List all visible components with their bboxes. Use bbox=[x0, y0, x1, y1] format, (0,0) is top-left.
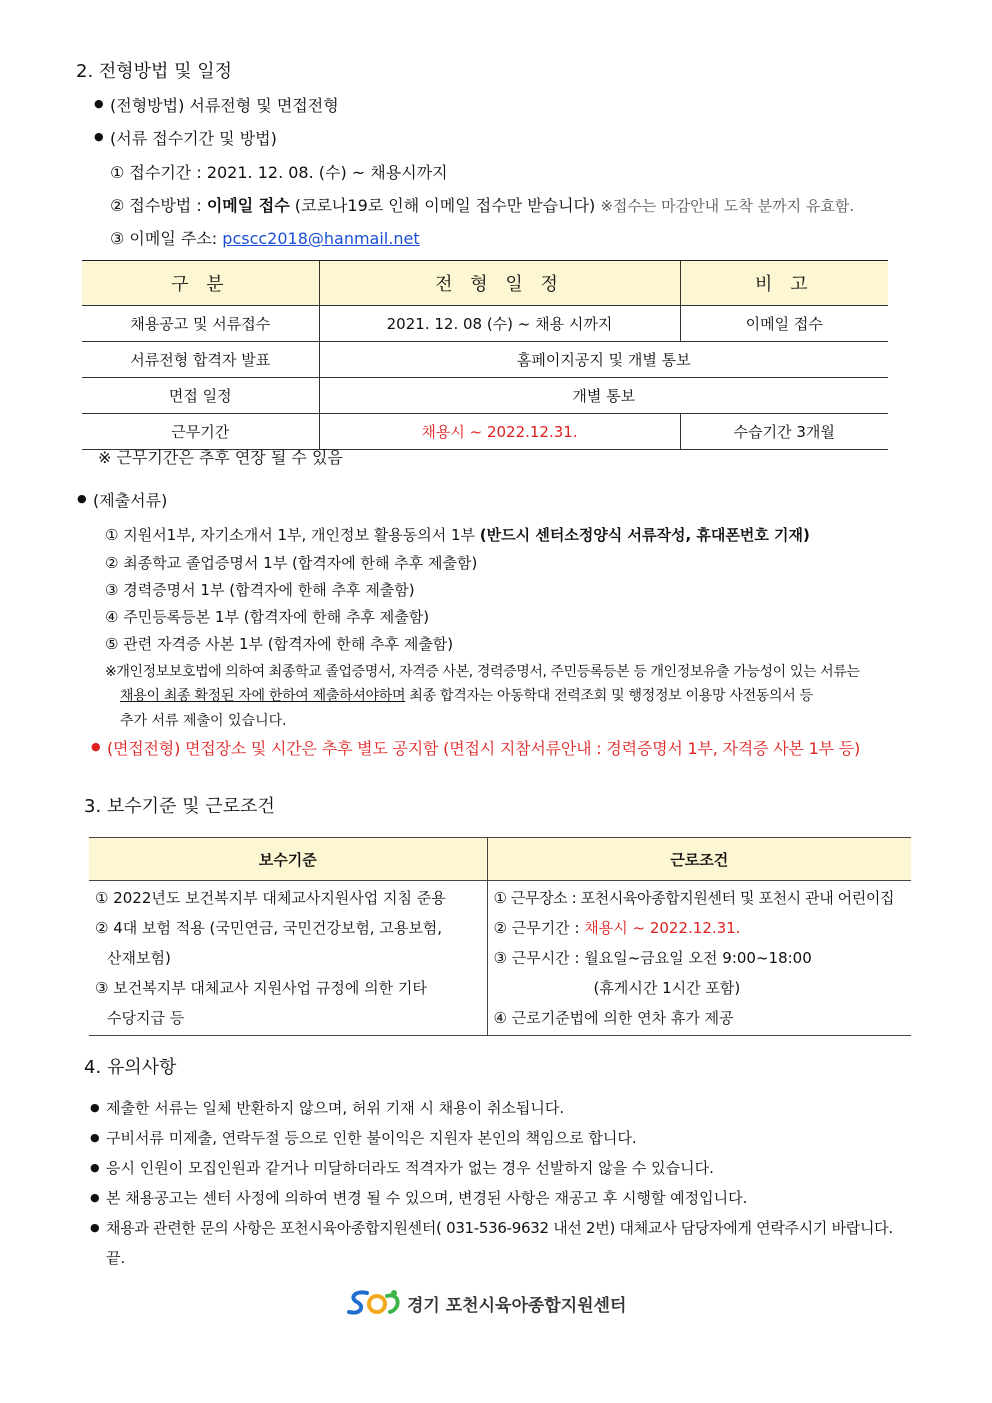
documents-title: ● (제출서류) bbox=[93, 488, 167, 511]
pay-item: ② 4대 보험 적용 (국민연금, 국민건강보험, 고용보험, bbox=[95, 919, 443, 937]
table-cell: 개별 통보 bbox=[319, 378, 888, 414]
period-bullet: ● (서류 접수기간 및 방법) bbox=[110, 126, 277, 149]
pay-standard-header: 보수기준 bbox=[89, 838, 487, 881]
caution-item: ● 본 채용공고는 센터 사정에 의하여 변경 될 수 있으며, 변경된 사항은 재공고 후 시행할 예정입니다. bbox=[106, 1187, 747, 1208]
section-2-title: 2. 전형방법 및 일정 bbox=[76, 61, 233, 82]
pay-item: ① 2022년도 보건복지부 대체교사지원사업 지침 준용 bbox=[95, 889, 446, 907]
privacy-note-line-3: 추가 서류 제출이 있습니다. bbox=[120, 713, 287, 729]
table-row bbox=[82, 378, 888, 414]
work-conditions-header: 근로조건 bbox=[487, 838, 911, 881]
email-receipt-emphasis: 이메일 접수 bbox=[206, 196, 290, 215]
section-4-title: 4. 유의사항 bbox=[84, 1057, 177, 1078]
schedule-header-remarks: 비 고 bbox=[680, 261, 888, 306]
work-period-red: 채용시 ~ 2022.12.31. bbox=[584, 919, 741, 937]
center-name: 경기 포천시육아종합지원센터 bbox=[407, 1295, 627, 1316]
reception-method-label: ② 접수방법 : bbox=[110, 196, 207, 215]
schedule-table bbox=[82, 260, 888, 450]
pay-standard-cell bbox=[89, 881, 487, 1036]
pay-item: ③ 보건복지부 대체교사 지원사업 규정에 의한 기타 bbox=[95, 979, 427, 997]
email-address-line bbox=[110, 226, 420, 249]
privacy-note-line-2 bbox=[120, 685, 813, 705]
table-cell: 면접 일정 bbox=[82, 378, 319, 414]
email-label: ③ 이메일 주소: bbox=[110, 229, 223, 248]
condition-item: (휴게시간 1시간 포함) bbox=[593, 979, 741, 997]
email-link[interactable]: pcscc2018@hanmail.net bbox=[222, 229, 420, 248]
condition-item bbox=[488, 913, 912, 943]
doc-item-1-text: ① 지원서1부, 자기소개서 1부, 개인정보 활용동의서 1부 bbox=[105, 526, 480, 544]
method-bullet: ● (전형방법) 서류전형 및 면접전형 bbox=[110, 93, 339, 116]
privacy-note-rest: 최종 합격자는 아동학대 전력조회 및 행정정보 이용망 사전동의서 등 bbox=[405, 688, 813, 704]
privacy-note-underlined: 채용이 최종 확정된 자에 한하여 제출하셔야하며 bbox=[120, 688, 406, 704]
doc-item-3: ③ 경력증명서 1부 (합격자에 한해 추후 제출함) bbox=[105, 581, 415, 599]
center-logo-icon bbox=[347, 1288, 403, 1318]
work-period-cell: 채용시 ~ 2022.12.31. bbox=[319, 414, 680, 450]
footer-logo bbox=[347, 1288, 626, 1318]
pay-item: 산재보험) bbox=[107, 949, 171, 967]
table-cell: 근무기간 bbox=[82, 414, 319, 450]
interview-notice: ● (면접전형) 면접장소 및 시간은 추후 별도 공지함 (면접시 지참서류안내 : 경력증명서 1부, 자격증 사본 1부 등) bbox=[107, 736, 860, 759]
table-row bbox=[82, 342, 888, 378]
table-row bbox=[82, 306, 888, 342]
work-conditions-cell bbox=[487, 881, 911, 1036]
doc-item-4: ④ 주민등록등본 1부 (합격자에 한해 추후 제출함) bbox=[105, 608, 430, 626]
end-mark: 끝. bbox=[106, 1249, 126, 1267]
deadline-note: ※접수는 마감안내 도착 분까지 유효함. bbox=[600, 197, 855, 215]
table-cell: 2021. 12. 08 (수) ~ 채용 시까지 bbox=[319, 306, 680, 342]
table-row bbox=[89, 881, 911, 1036]
doc-item-5: ⑤ 관련 자격증 사본 1부 (합격자에 한해 추후 제출함) bbox=[105, 635, 454, 653]
doc-item-1-emphasis: (반드시 센터소정양식 서류작성, 휴대폰번호 기재) bbox=[479, 526, 810, 544]
reception-period: ① 접수기간 : 2021. 12. 08. (수) ~ 채용시까지 bbox=[110, 163, 448, 182]
covid-note: (코로나19로 인해 이메일 접수만 받습니다) bbox=[289, 196, 601, 215]
caution-item: ● 채용과 관련한 문의 사항은 포천시육아종합지원센터( 031-536-9632 내선 2번) 대체교사 담당자에게 연락주시기 바랍니다. bbox=[106, 1217, 893, 1238]
table-cell: 서류전형 합격자 발표 bbox=[82, 342, 319, 378]
doc-item-1 bbox=[105, 524, 810, 545]
caution-item: ● 제출한 서류는 일체 반환하지 않으며, 허위 기재 시 채용이 취소됩니다. bbox=[106, 1097, 564, 1118]
schedule-header-category: 구 분 bbox=[82, 261, 319, 306]
pay-item: 수당지급 등 bbox=[107, 1009, 185, 1027]
pay-conditions-header bbox=[89, 838, 911, 881]
table-cell: 수습기간 3개월 bbox=[680, 414, 888, 450]
reception-method bbox=[110, 193, 854, 216]
condition-item: ③ 근무시간 : 월요일~금요일 오전 9:00~18:00 bbox=[493, 949, 812, 967]
condition-label: ② 근무기간 : bbox=[493, 919, 585, 937]
table-cell: 이메일 접수 bbox=[680, 306, 888, 342]
privacy-note-line-1: ※개인정보보호법에 의하여 최종학교 졸업증명서, 자격증 사본, 경력증명서, 주민등록등본 등 개인정보유출 가능성이 있는 서류는 bbox=[105, 664, 860, 680]
section-3-title: 3. 보수기준 및 근로조건 bbox=[84, 796, 275, 817]
schedule-header-schedule: 전 형 일 정 bbox=[319, 261, 680, 306]
doc-item-2: ② 최종학교 졸업증명서 1부 (합격자에 한해 추후 제출함) bbox=[105, 554, 478, 572]
table-cell: 채용공고 및 서류접수 bbox=[82, 306, 319, 342]
schedule-header-row bbox=[82, 261, 888, 306]
condition-item: ④ 근로기준법에 의한 연차 휴가 제공 bbox=[493, 1009, 734, 1027]
pay-conditions-table bbox=[89, 837, 911, 1036]
condition-item: ① 근무장소 : 포천시육아종합지원센터 및 포천시 관내 어린이집 bbox=[493, 889, 895, 907]
extension-note: ※ 근무기간은 추후 연장 될 수 있음 bbox=[98, 448, 343, 467]
table-cell: 홈페이지공지 및 개별 통보 bbox=[319, 342, 888, 378]
caution-item: ● 구비서류 미제출, 연락두절 등으로 인한 불이익은 지원자 본인의 책임으로 합니다. bbox=[106, 1127, 637, 1148]
caution-item: ● 응시 인원이 모집인원과 같거나 미달하더라도 적격자가 없는 경우 선발하지 않을 수 있습니다. bbox=[106, 1157, 714, 1178]
